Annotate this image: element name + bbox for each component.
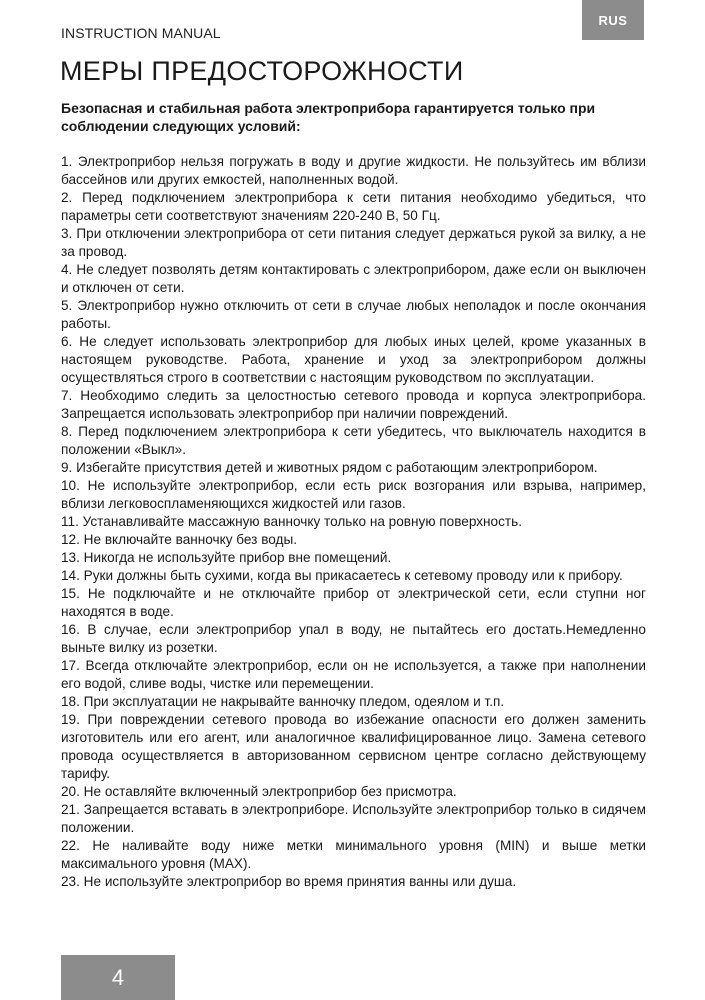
precaution-item: 7. Необходимо следить за целостностью сетевого провода и корпуса электроприбора. Запрещается использовать электроприбор при наличии повреждений. [61,388,646,421]
language-badge: RUS [582,0,644,40]
precaution-item: 2. Перед подключением электроприбора к сети питания необходимо убедиться, что параметры сети соответствуют значениям 220-240 В, 50 Гц. [61,190,646,223]
precaution-item: 14. Руки должны быть сухими, когда вы прикасаетесь к сетевому проводу или к прибору. [61,568,623,583]
precautions-list [61,153,646,891]
precaution-item: 1. Электроприбор нельзя погружать в воду и другие жидкости. Не пользуйтесь им вблизи бассейнов или других емкостей, наполненных водой. [61,154,646,187]
precaution-item: 13. Никогда не используйте прибор вне помещений. [61,550,392,565]
precaution-item: 4. Не следует позволять детям контактировать с электроприбором, даже если он выключен и отключен от сети. [61,262,646,295]
precaution-item: 16. В случае, если электроприбор упал в воду, не пытайтесь его достать.Немедленно выньте вилку из розетки. [61,622,646,655]
page-title: МЕРЫ ПРЕДОСТОРОЖНОСТИ [60,56,464,86]
precaution-item: 21. Запрещается вставать в электроприборе. Используйте электроприбор только в сидячем положении. [61,802,646,835]
manual-header-label: INSTRUCTION MANUAL [61,25,221,41]
precaution-item: 8. Перед подключением электроприбора к сети убедитесь, что выключатель находится в положении «Выкл». [61,424,646,457]
precaution-item: 15. Не подключайте и не отключайте прибор от электрической сети, если ступни ног находятся в воде. [61,586,646,619]
page-number: 4 [61,955,175,1000]
precaution-item: 12. Не включайте ванночку без воды. [61,532,297,547]
precaution-item: 3. При отключении электроприбора от сети питания следует держаться рукой за вилку, а не за провод. [61,226,646,259]
precaution-item: 17. Всегда отключайте электроприбор, если он не используется, а также при наполнении его водой, сливе воды, чистке или перемещении. [61,658,646,691]
precaution-item: 11. Устанавливайте массажную ванночку только на ровную поверхность. [61,514,522,529]
precaution-item: 18. При эксплуатации не накрывайте ванночку пледом, одеялом и т.п. [61,694,505,709]
precaution-item: 10. Не используйте электроприбор, если есть риск возгорания или взрыва, например, вблизи легковоспламеняющихся жидкостей или газов. [61,478,646,511]
intro-paragraph: Безопасная и стабильная работа электроприбора гарантируется только при соблюдении следующих условий: [61,100,596,134]
precaution-item: 19. При повреждении сетевого провода во избежание опасности его должен заменить изготовитель или его агент, или аналогичное квалифицированное лицо. Замена сетевого провода осуществляется в авторизованном сервисном центре согласно действующему тарифу. [61,712,646,781]
precaution-item: 22. Не наливайте воду ниже метки минимального уровня (MIN) и выше метки максимального уровня (MAX). [61,838,646,871]
precaution-item: 9. Избегайте присутствия детей и животных рядом с работающим электроприбором. [61,460,598,475]
precaution-item: 23. Не используйте электроприбор во время принятия ванны или душа. [61,874,517,889]
precaution-item: 5. Электроприбор нужно отключить от сети в случае любых неполадок и после окончания работы. [61,298,646,331]
precaution-item: 20. Не оставляйте включенный электроприбор без присмотра. [61,784,457,799]
precaution-item: 6. Не следует использовать электроприбор для любых иных целей, кроме указанных в настоящем руководстве. Работа, хранение и уход за электроприбором должны осуществляться строго в соответствии с настоящим руководством по эксплуатации. [61,334,646,385]
